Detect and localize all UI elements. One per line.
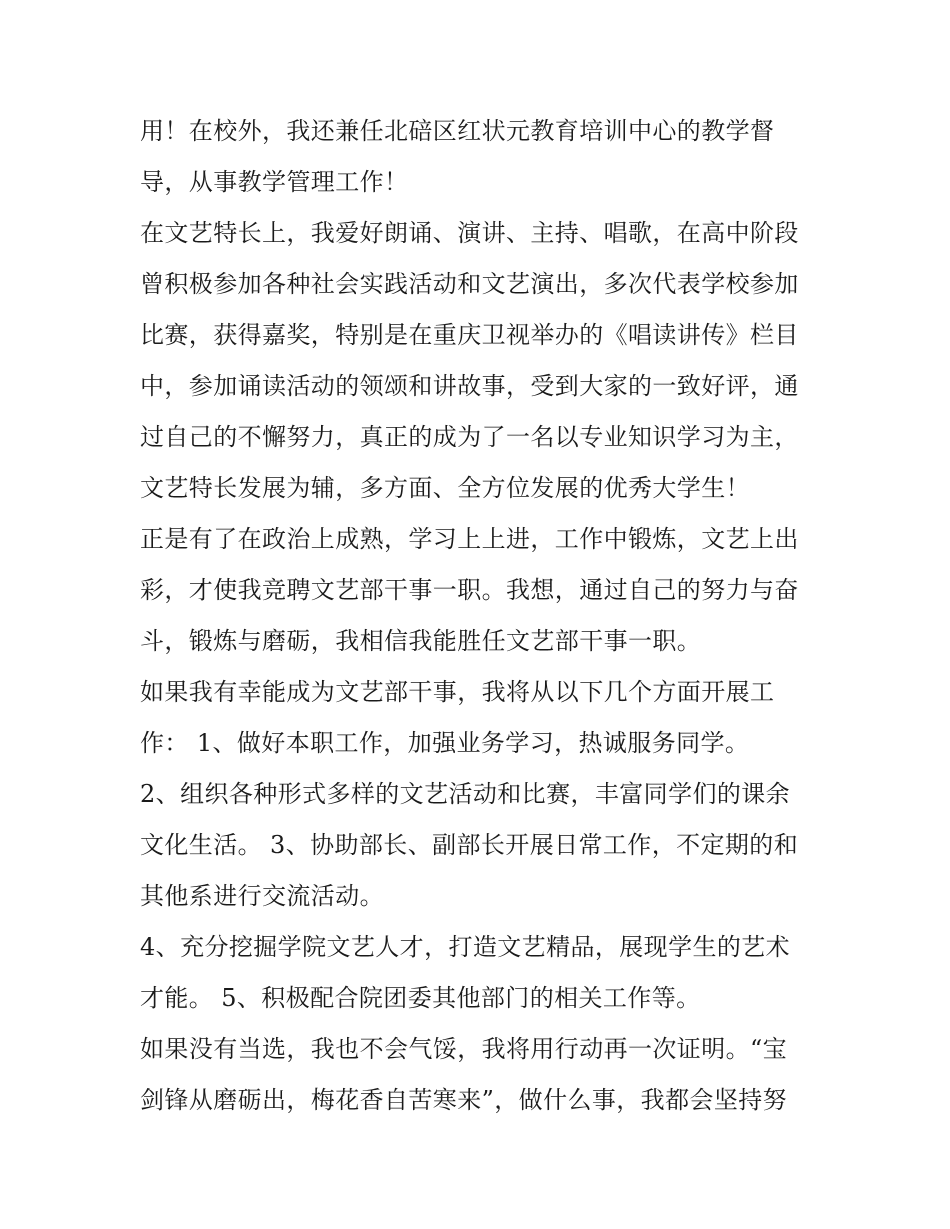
text-line: 文化生活。 3、协助部长、副部长开展日常工作，不定期的和 [140, 831, 799, 859]
text-line: 中，参加诵读活动的领颂和讲故事，受到大家的一致好评，通 [140, 372, 799, 400]
text-line: 如果没有当选，我也不会气馁，我将用行动再一次证明。“宝 [140, 1035, 788, 1063]
text-line: 作： 1、做好本职工作，加强业务学习，热诚服务同学。 [140, 729, 750, 757]
text-line: 彩，才使我竞聘文艺部干事一职。我想，通过自己的努力与奋 [140, 576, 799, 604]
text-line: 曾积极参加各种社会实践活动和文艺演出，多次代表学校参加 [140, 270, 799, 298]
document-body [140, 106, 820, 1126]
text-line: 其他系进行交流活动。 [140, 882, 384, 910]
text-line: 过自己的不懈努力，真正的成为了一名以专业知识学习为主， [140, 423, 799, 451]
text-line: 如果我有幸能成为文艺部干事，我将从以下几个方面开展工 [140, 678, 775, 706]
text-line: 正是有了在政治上成熟，学习上上进，工作中锻炼，文艺上出 [140, 525, 799, 553]
text-line: 才能。 5、积极配合院团委其他部门的相关工作等。 [140, 984, 701, 1012]
text-line: 导，从事教学管理工作！ [140, 168, 409, 196]
text-line: 文艺特长发展为辅，多方面、全方位发展的优秀大学生！ [140, 474, 750, 502]
text-line: 2、组织各种形式多样的文艺活动和比赛，丰富同学们的课余 [140, 780, 791, 808]
text-line: 4、充分挖掘学院文艺人才，打造文艺精品，展现学生的艺术 [140, 933, 791, 961]
text-line: 比赛，获得嘉奖，特别是在重庆卫视举办的《唱读讲传》栏目 [140, 321, 799, 349]
text-line: 在文艺特长上，我爱好朗诵、演讲、主持、唱歌，在高中阶段 [140, 219, 799, 247]
text-line: 剑锋从磨砺出，梅花香自苦寒来”，做什么事，我都会坚持努 [140, 1086, 788, 1114]
text-line: 斗，锻炼与磨砺，我相信我能胜任文艺部干事一职。 [140, 627, 702, 655]
text-line: 用！在校外，我还兼任北碚区红状元教育培训中心的教学督 [140, 117, 775, 145]
